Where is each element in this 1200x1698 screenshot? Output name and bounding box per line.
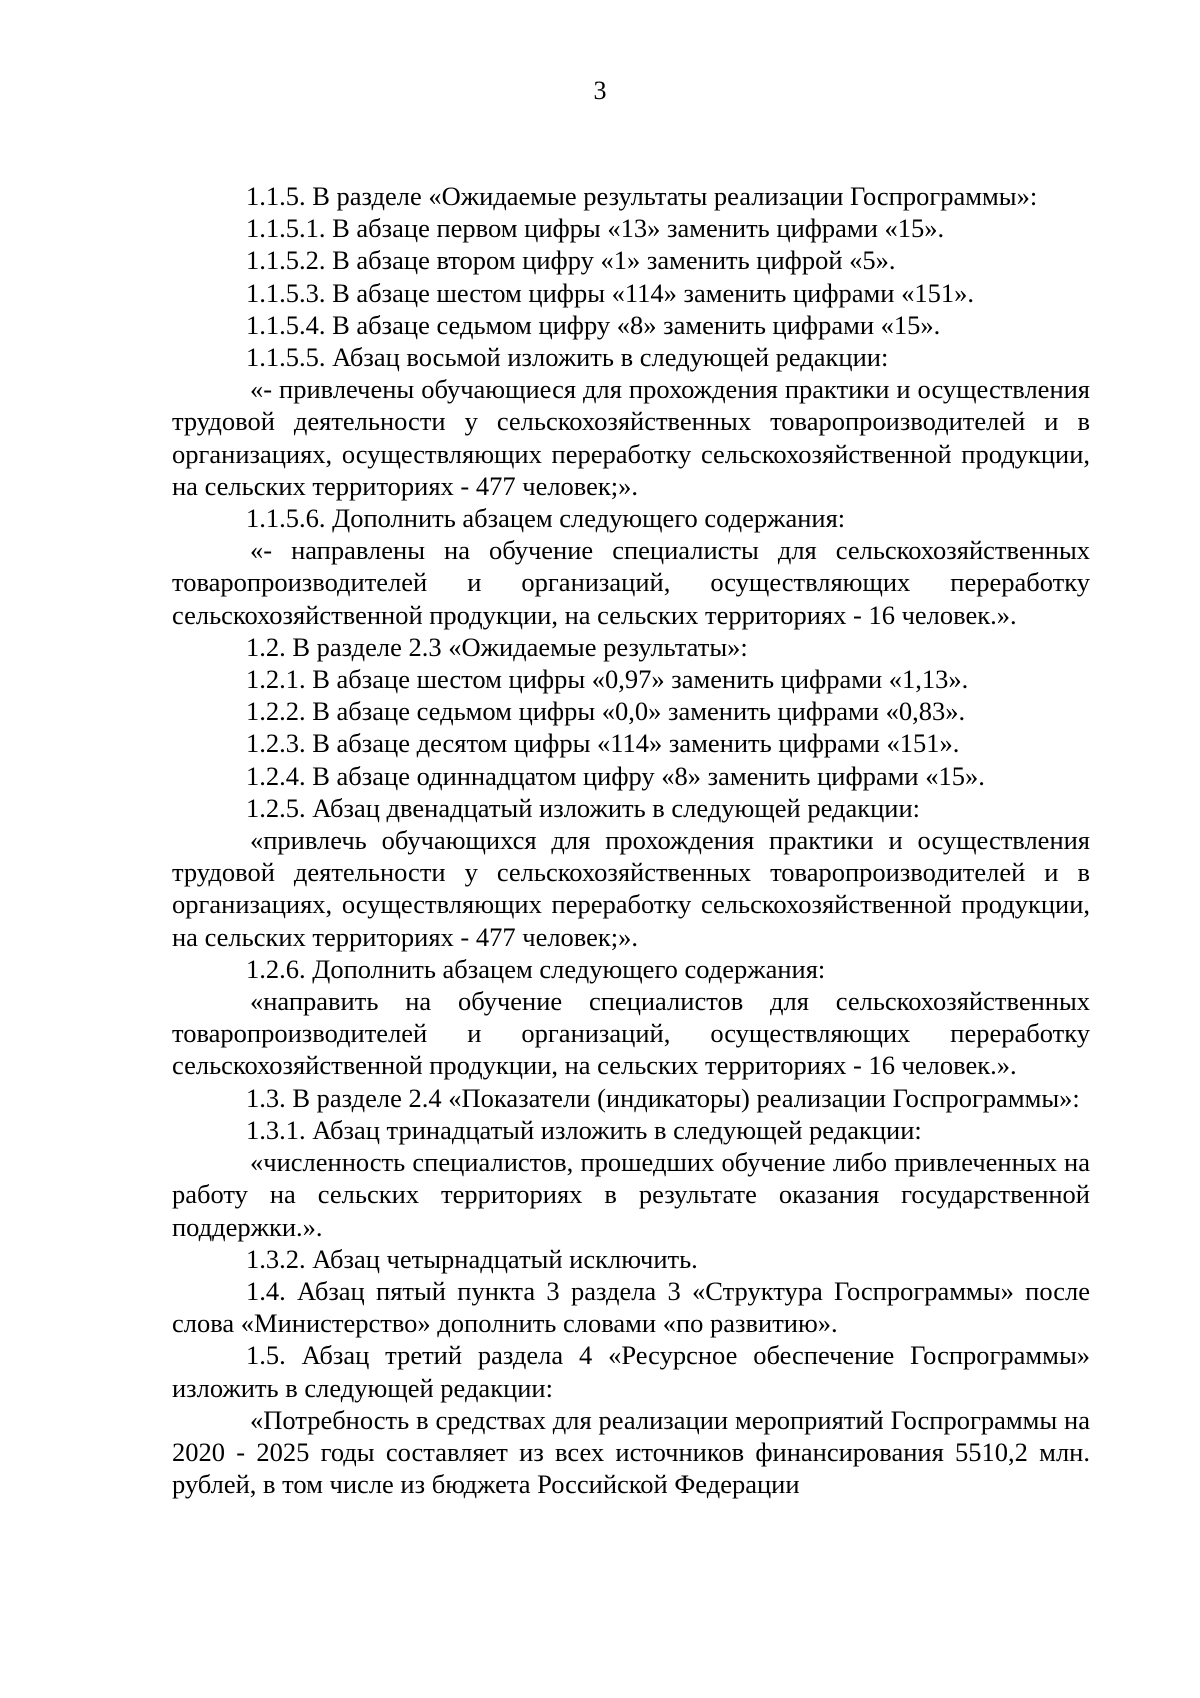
paragraph: 1.3.2. Абзац четырнадцатый исключить. bbox=[246, 1243, 698, 1274]
paragraph: 1.1.5. В разделе «Ожидаемые результаты реализации Госпрограммы»: bbox=[246, 181, 1038, 211]
paragraph: 1.2. В разделе 2.3 «Ожидаемые результаты»: bbox=[246, 631, 748, 662]
paragraph: 1.1.5.5. Абзац восьмой изложить в следующей редакции: bbox=[246, 342, 889, 373]
paragraph: 1.2.3. В абзаце десятом цифры «114» заменить цифрами «151». bbox=[246, 728, 960, 759]
page-number: 3 bbox=[593, 76, 607, 105]
paragraph: 1.2.6. Дополнить абзацем следующего содержания: bbox=[246, 953, 826, 984]
paragraph: 1.1.5.1. В абзаце первом цифры «13» заменить цифрами «15». bbox=[246, 213, 945, 244]
paragraph: 1.1.5.6. Дополнить абзацем следующего содержания: bbox=[246, 503, 846, 534]
paragraph: 1.2.5. Абзац двенадцатый изложить в следующей редакции: bbox=[246, 792, 921, 823]
paragraph: 1.3.1. Абзац тринадцатый изложить в следующей редакции: bbox=[246, 1114, 922, 1145]
quoted-paragraph: «направить на обучение специалистов для сельскохозяйственных товаропроизводителей и организаций, осуществляющих переработку сельскохозяйственной продукции, на сельских территориях - 16 человек.». bbox=[172, 986, 1090, 1081]
paragraph: 1.1.5.3. В абзаце шестом цифры «114» заменить цифрами «151». bbox=[246, 277, 974, 308]
paragraph: 1.1.5.4. В абзаце седьмом цифру «8» заменить цифрами «15». bbox=[246, 309, 941, 340]
document-body bbox=[172, 180, 1090, 1500]
quoted-paragraph: «- привлечены обучающиеся для прохождения практики и осуществления трудовой деятельности у сельскохозяйственных товаропроизводителей и в организациях, осуществляющих переработку сельскохозяйственной продукции, на сельских территориях - 477 человек;». bbox=[172, 374, 1090, 501]
paragraph: 1.2.4. В абзаце одиннадцатом цифру «8» заменить цифрами «15». bbox=[246, 760, 985, 791]
paragraph: 1.2.1. В абзаце шестом цифры «0,97» заменить цифрами «1,13». bbox=[246, 664, 969, 695]
quoted-paragraph: «численность специалистов, прошедших обучение либо привлеченных на работу на сельских территориях в результате оказания государственной поддержки.». bbox=[172, 1147, 1090, 1242]
paragraph: 1.1.5.2. В абзаце втором цифру «1» заменить цифрой «5». bbox=[246, 245, 896, 276]
paragraph: 1.5. Абзац третий раздела 4 «Ресурсное обеспечение Госпрограммы» изложить в следующей редакции: bbox=[172, 1340, 1090, 1403]
paragraph: 1.4. Абзац пятый пункта 3 раздела 3 «Структура Госпрограммы» после слова «Министерство» дополнить словами «по развитию». bbox=[172, 1275, 1090, 1339]
quoted-paragraph: «привлечь обучающихся для прохождения практики и осуществления трудовой деятельности у сельскохозяйственных товаропроизводителей и в организациях, осуществляющих переработку сельскохозяйственной продукции, на сельских территориях - 477 человек;». bbox=[172, 825, 1090, 952]
quoted-paragraph: «Потребность в средствах для реализации мероприятий Госпрограммы на 2020 - 2025 годы составляет из всех источников финансирования 5510,2 млн. рублей, в том числе из бюджета Российской Федерации bbox=[172, 1404, 1090, 1500]
paragraph: 1.3. В разделе 2.4 «Показатели (индикаторы) реализации Госпрограммы»: bbox=[246, 1082, 1080, 1113]
quoted-paragraph: «- направлены на обучение специалисты для сельскохозяйственных товаропроизводителей и организаций, осуществляющих переработку сельскохозяйственной продукции, на сельских территориях - 16 человек.». bbox=[172, 535, 1090, 630]
paragraph: 1.2.2. В абзаце седьмом цифры «0,0» заменить цифрами «0,83». bbox=[246, 696, 966, 727]
